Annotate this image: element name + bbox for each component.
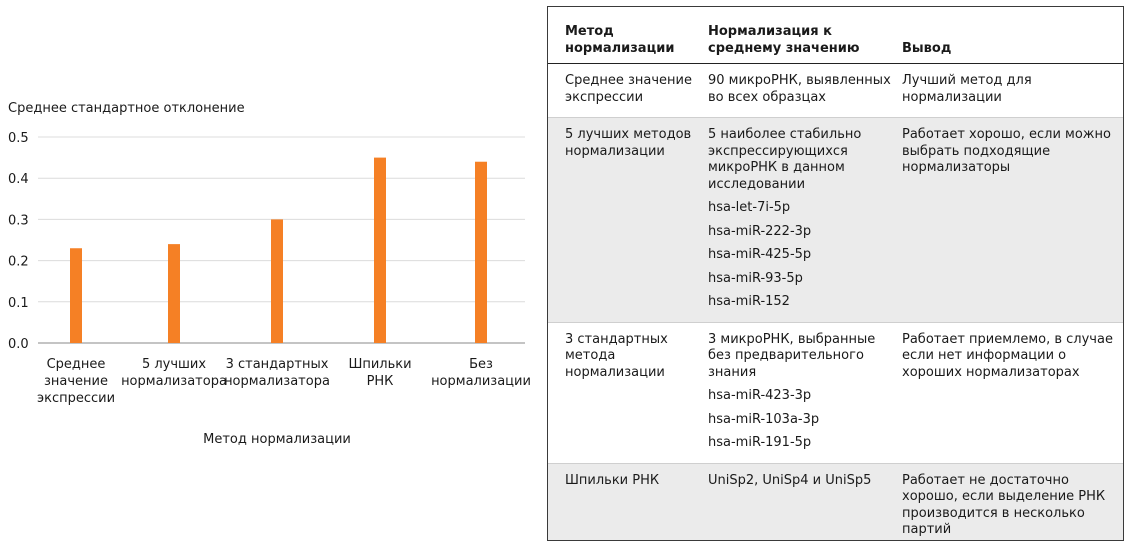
x-tick-label: 5 лучших нормализатора: [121, 357, 227, 389]
y-tick-label: 0.5: [8, 131, 29, 146]
cell-normalization: [704, 463, 898, 541]
x-tick-labels: [37, 357, 531, 406]
y-tick-label: 0.3: [8, 213, 29, 229]
bar: [475, 162, 487, 343]
mirna-item: hsa-miR-222-3p: [708, 223, 812, 239]
table-row: [548, 322, 1123, 463]
normalization-description: UniSp2, UniSp4 и UniSp5: [708, 472, 872, 488]
table-row: [548, 64, 1123, 118]
cell-method: 5 лучших методов нормализации: [548, 118, 704, 323]
y-tick-label: 0.1: [8, 295, 29, 311]
normalization-description: 5 наиболее стабильно экспрессирующихся микроРНК в данном исследовании: [708, 127, 862, 192]
table-body: [548, 64, 1123, 542]
normalization-table-container: [547, 6, 1124, 541]
header-method: Метод нормализации: [548, 7, 704, 64]
table-header-row: [548, 7, 1123, 64]
y-tick-label: 0.2: [8, 254, 29, 270]
header-normalization: Нормализация к среднему значению: [704, 7, 898, 64]
y-axis-label: Среднее стандартное отклонение: [8, 101, 245, 116]
x-tick-label: 3 стандартных нормализатора: [224, 357, 330, 389]
y-tick-labels: [8, 131, 29, 352]
mirna-item: hsa-miR-152: [708, 294, 790, 309]
cell-method: 3 стандартных метода нормализации: [548, 322, 704, 463]
cell-normalization: [704, 322, 898, 463]
header-conclusion: Вывод: [898, 7, 1123, 64]
cell-normalization: [704, 118, 898, 323]
normalization-table: [548, 7, 1123, 541]
bar: [374, 158, 386, 343]
normalization-description: 90 микроРНК, выявленных во всех образцах: [708, 73, 891, 105]
cell-conclusion: Работает хорошо, если можно выбрать подходящие нормализаторы: [898, 118, 1123, 323]
table-row: [548, 118, 1123, 323]
normalization-description: 3 микроРНК, выбранные без предварительного знания: [708, 331, 876, 380]
x-tick-label: Среднее значение экспрессии: [36, 357, 116, 406]
mirna-item: hsa-let-7i-5p: [708, 200, 791, 215]
cell-conclusion: Лучший метод для нормализации: [902, 73, 1032, 105]
cell-conclusion: Работает приемлемо, в случае если нет информации о хороших нормализаторах: [898, 322, 1123, 463]
x-axis-label: Метод нормализации: [203, 432, 351, 447]
mirna-item: hsa-miR-425-5p: [708, 247, 812, 262]
mirna-item: hsa-miR-191-5p: [708, 435, 812, 450]
y-tick-label: 0.0: [8, 337, 29, 352]
bar: [271, 219, 283, 343]
y-tick-label: 0.4: [8, 172, 29, 188]
x-tick-label: Шпильки РНК: [348, 357, 412, 389]
bar: [168, 244, 180, 343]
cell-conclusion: Работает не достаточно хорошо, если выделение РНК производится в несколько партий: [898, 463, 1123, 541]
cell-method: Шпильки РНК: [548, 463, 704, 541]
cell-method: Среднее значение экспрессии: [565, 73, 692, 105]
cell-normalization: [704, 64, 898, 118]
bar: [70, 248, 82, 343]
table-row: [548, 463, 1123, 541]
mirna-item: hsa-miR-423-3p: [708, 388, 812, 403]
mirna-item: hsa-miR-93-5p: [708, 270, 803, 286]
mirna-item: hsa-miR-103a-3p: [708, 411, 820, 427]
bar-chart: [0, 0, 545, 549]
x-tick-label: Без нормализации: [431, 357, 531, 389]
bars: [70, 158, 487, 343]
